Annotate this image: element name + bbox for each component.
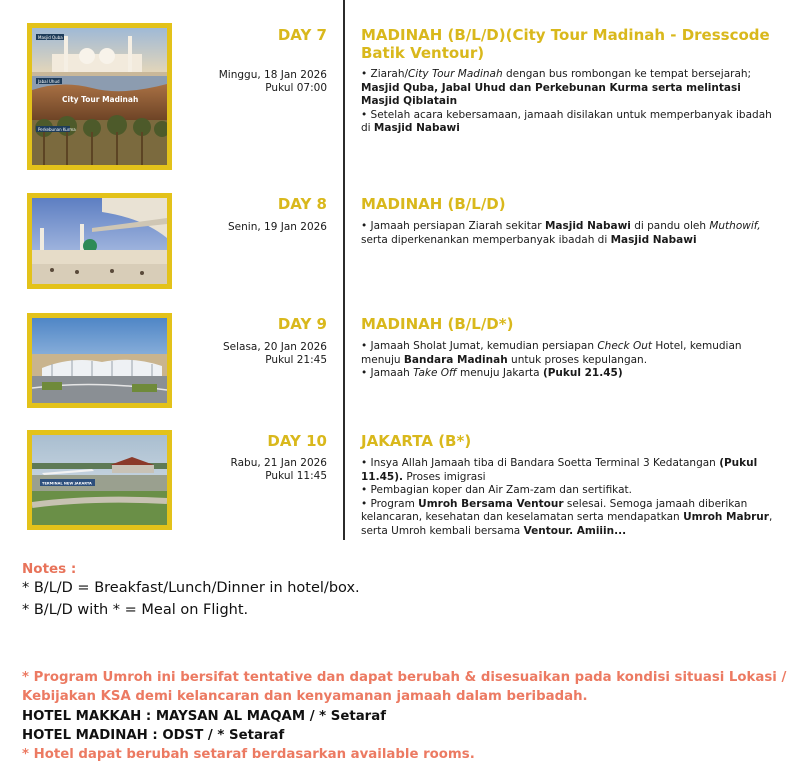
day-8-bullet-1: • Jamaah persiapan Ziarah sekitar Masjid Nabawi di pandu oleh Muthowif, serta diperkenankan memperbanyak ibadah di Masjid Nabawi [361,220,761,246]
hotel-makkah: HOTEL MAKKAH : MAYSAN AL MAQAM / * Setaraf [22,709,386,724]
photo-terminal-sign: TERMINAL NEW JAKARTA [42,481,92,486]
day-10-date [231,457,327,483]
day-9-title: MADINAH (B/L/D*) [361,315,514,333]
day-8-photo [27,193,172,289]
day-7-photo [27,23,172,170]
day-8-date [228,221,327,234]
day-9-date-line: Selasa, 20 Jan 2026 [222,341,327,353]
day-7-bullet-1: • Ziarah/City Tour Madinah dengan bus rombongan ke tempat bersejarah; Masjid Quba, Jabal Uhud dan Perkebunan Kurma serta melintasi Masjid Qiblatain [361,68,752,107]
day-7-description [361,68,781,136]
day-8-date-line: Senin, 19 Jan 2026 [228,221,327,233]
day-10-title: JAKARTA (B*) [361,432,472,450]
program-disclaimer: * Program Umroh ini bersifat tentative dan dapat berubah & disesuaikan pada kondisi situasi Lokasi / Kebijakan KSA demi kelancaran dan kenyamanan jamaah dalam beribadah. [22,670,787,704]
day-9-bullet-2: • Jamaah Take Off menuju Jakarta (Pukul 21.45) [361,367,623,379]
madinah-airport-image [32,318,167,403]
timeline-divider [343,0,345,540]
day-8-title: MADINAH (B/L/D) [361,195,506,213]
photo-caption-kurma: Perkebunan Kurma [38,127,76,132]
day-10-bullet-3: • Program Umroh Bersama Ventour selesai. Semoga jamaah diberikan kelancaran, kesehatan dan keselamatan serta mendapatkan Umroh Mabrur, serta Umroh kembali bersama Ventour. Amiiin... [361,497,773,537]
day-10-label: DAY 10 [267,432,327,450]
day-10-bullet-1: • Insya Allah Jamaah tiba di Bandara Soetta Terminal 3 Kedatangan (Pukul 11.45). Proses imigrasi [361,457,758,483]
notes-line-2: * B/L/D with * = Meal on Flight. [22,602,249,618]
photo-caption-quba: Masjid Quba [38,35,63,40]
hotel-madinah: HOTEL MADINAH : ODST / * Setaraf [22,728,285,743]
day-9-date [223,341,327,367]
day-10-photo [27,430,172,530]
masjid-nabawi-image [32,198,167,284]
soetta-airport-image [32,435,167,525]
day-9-bullet-1: • Jamaah Sholat Jumat, kemudian persiapan Check Out Hotel, kemudian menuju Bandara Madinah untuk proses kepulangan. [361,340,742,366]
photo-caption-uhud: Jabal Uhud [38,79,60,84]
notes-line-1: * B/L/D = Breakfast/Lunch/Dinner in hotel/box. [22,580,360,596]
day-9-photo [27,313,172,408]
day-7-time-line: Pukul 07:00 [265,82,327,94]
day-7-title: MADINAH (B/L/D)(City Tour Madinah - Dresscode Batik Ventour) [361,26,770,62]
day-7-date-line: Minggu, 18 Jan 2026 [218,69,327,81]
day-9-description [361,340,781,381]
day-9-label: DAY 9 [277,315,327,333]
day-7-date [219,69,327,95]
day-7-label: DAY 7 [277,26,327,44]
day-10-description [361,457,781,538]
photo-caption-main: City Tour Madinah [62,95,139,104]
day-10-date-line: Rabu, 21 Jan 2026 [230,457,327,469]
city-tour-image [32,28,167,165]
day-8-label: DAY 8 [277,195,327,213]
day-7-bullet-2: • Setelah acara kebersamaan, jamaah disilakan untuk memperbanyak ibadah di Masjid Nabawi [361,108,772,134]
hotel-note: * Hotel dapat berubah setaraf berdasarkan available rooms. [22,747,475,762]
day-10-bullet-2: • Pembagian koper dan Air Zam-zam dan sertifikat. [361,484,632,496]
notes-title: Notes : [22,561,77,577]
day-10-time-line: Pukul 11:45 [265,470,327,482]
day-8-description [361,220,781,247]
day-9-time-line: Pukul 21:45 [265,354,327,366]
